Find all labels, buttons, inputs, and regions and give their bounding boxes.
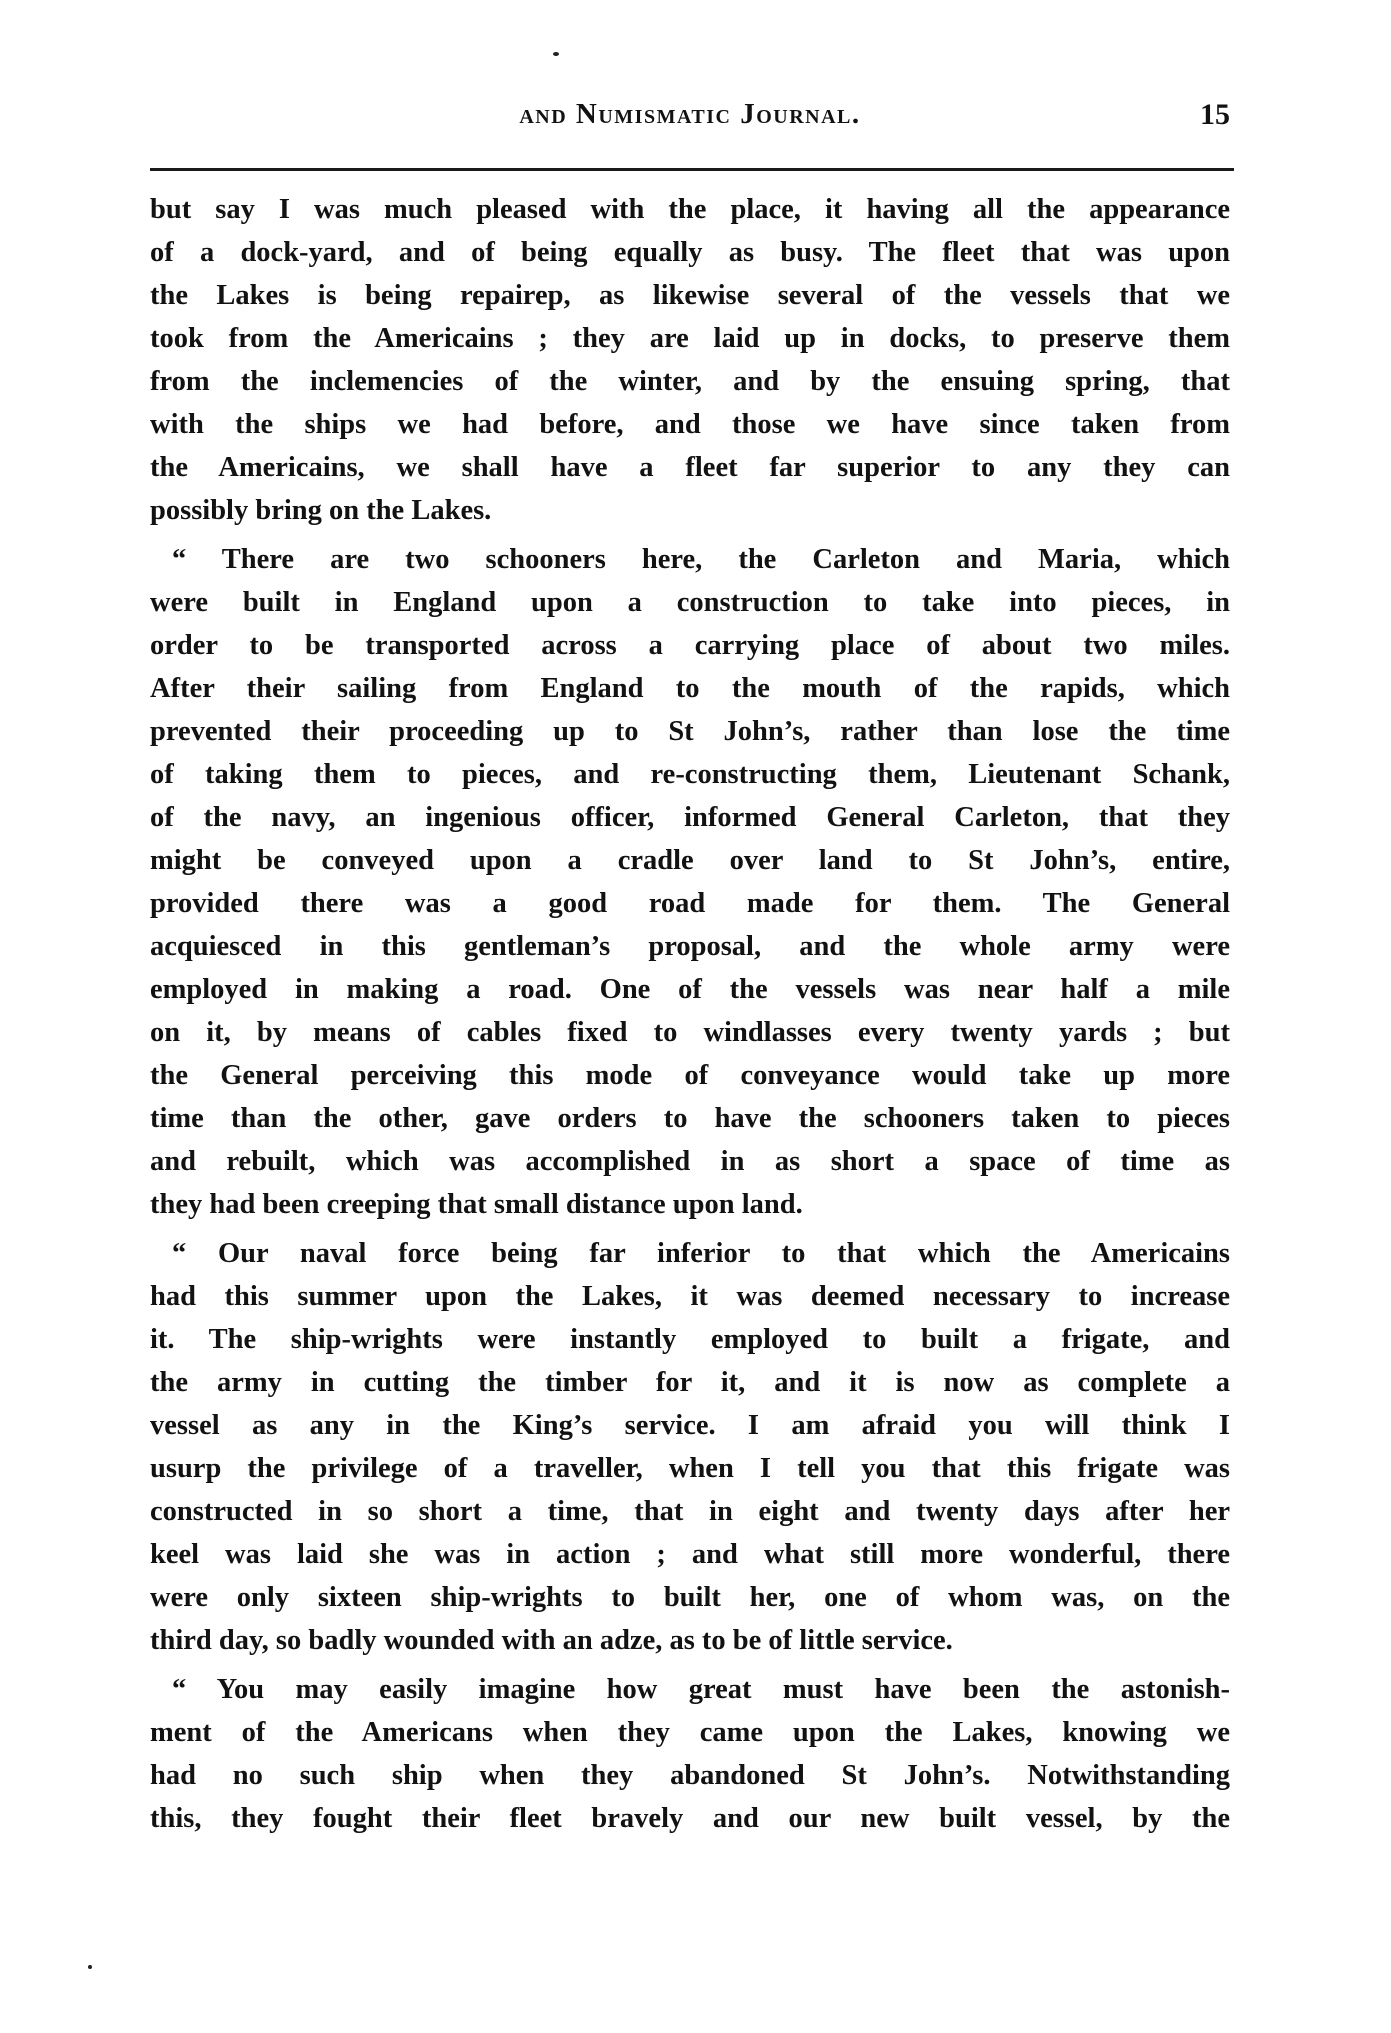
text-line: order to be transported across a carrying place of about two miles. <box>150 630 1230 661</box>
text-line: the General perceiving this mode of conveyance would take up more <box>150 1060 1230 1091</box>
text-line: of the navy, an ingenious officer, informed General Carleton, that they <box>150 802 1230 833</box>
text-line: prevented their proceeding up to St John’s, rather than lose the time <box>150 716 1230 747</box>
text-line: employed in making a road. One of the vessels was near half a mile <box>150 974 1230 1005</box>
text-line: keel was laid she was in action ; and what still more wonderful, there <box>150 1539 1230 1570</box>
text-line: provided there was a good road made for them. The General <box>150 888 1230 919</box>
text-line: After their sailing from England to the mouth of the rapids, which <box>150 673 1230 704</box>
text-line: it. The ship-wrights were instantly employed to built a frigate, and <box>150 1324 1230 1355</box>
body-text <box>150 188 1230 1846</box>
paragraph <box>150 1232 1230 1662</box>
text-line: vessel as any in the King’s service. I am afraid you will think I <box>150 1410 1230 1441</box>
text-line: acquiesced in this gentleman’s proposal, and the whole army were <box>150 931 1230 962</box>
text-line: the Americains, we shall have a fleet far superior to any they can <box>150 452 1230 483</box>
text-line: they had been creeping that small distance upon land. <box>150 1189 803 1220</box>
text-line: this, they fought their fleet bravely and our new built vessel, by the <box>150 1803 1230 1834</box>
text-line: might be conveyed upon a cradle over land to St John’s, entire, <box>150 845 1230 876</box>
paragraph <box>150 1668 1230 1840</box>
text-line: were built in England upon a construction to take into pieces, in <box>150 587 1230 618</box>
scan-speck <box>88 1965 92 1969</box>
running-title: and Numismatic Journal. <box>519 98 861 130</box>
text-line: had no such ship when they abandoned St John’s. Notwithstanding <box>150 1760 1230 1791</box>
text-line: “ Our naval force being far inferior to that which the Americains <box>172 1238 1230 1269</box>
text-line: constructed in so short a time, that in eight and twenty days after her <box>150 1496 1230 1527</box>
text-line: usurp the privilege of a traveller, when I tell you that this frigate was <box>150 1453 1230 1484</box>
text-line: time than the other, gave orders to have the schooners taken to pieces <box>150 1103 1230 1134</box>
running-head <box>150 98 1230 148</box>
text-line: of taking them to pieces, and re-constructing them, Lieutenant Schank, <box>150 759 1230 790</box>
scan-speck <box>553 52 559 56</box>
text-line: ment of the Americans when they came upon the Lakes, knowing we <box>150 1717 1230 1748</box>
text-line: “ You may easily imagine how great must have been the astonish- <box>172 1674 1230 1705</box>
text-line: of a dock-yard, and of being equally as busy. The fleet that was upon <box>150 237 1230 268</box>
text-line: with the ships we had before, and those we have since taken from <box>150 409 1230 440</box>
text-line: were only sixteen ship-wrights to built her, one of whom was, on the <box>150 1582 1230 1613</box>
text-line: had this summer upon the Lakes, it was deemed necessary to increase <box>150 1281 1230 1312</box>
text-line: possibly bring on the Lakes. <box>150 495 492 526</box>
text-line: third day, so badly wounded with an adze, as to be of little service. <box>150 1625 953 1656</box>
page-number: 15 <box>1200 98 1230 131</box>
text-line: the Lakes is being repairep, as likewise several of the vessels that we <box>150 280 1230 311</box>
paragraph <box>150 188 1230 532</box>
text-line: the army in cutting the timber for it, and it is now as complete a <box>150 1367 1230 1398</box>
text-line: and rebuilt, which was accomplished in as short a space of time as <box>150 1146 1230 1177</box>
text-line: “ There are two schooners here, the Carleton and Maria, which <box>172 544 1230 575</box>
text-line: on it, by means of cables fixed to windlasses every twenty yards ; but <box>150 1017 1230 1048</box>
paragraph <box>150 538 1230 1226</box>
text-line: from the inclemencies of the winter, and by the ensuing spring, that <box>150 366 1230 397</box>
text-line: took from the Americains ; they are laid up in docks, to preserve them <box>150 323 1230 354</box>
text-line: but say I was much pleased with the place, it having all the appearance <box>150 194 1230 225</box>
header-rule <box>150 168 1234 171</box>
